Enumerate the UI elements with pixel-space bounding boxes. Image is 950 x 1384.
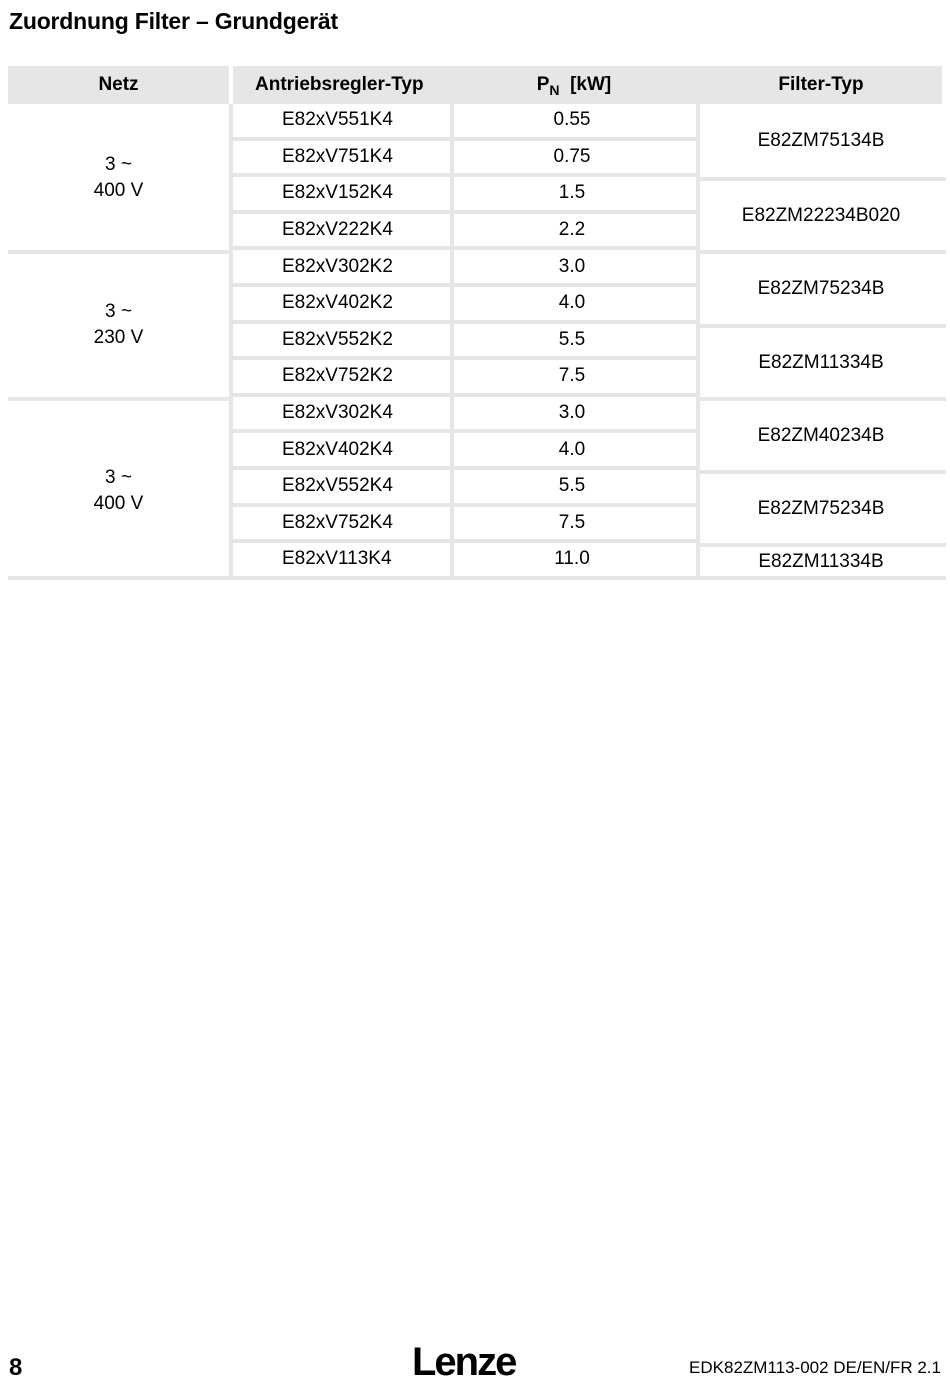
drive-type-cell (233, 287, 450, 320)
power-cell (454, 360, 690, 393)
filter-cell (700, 474, 942, 543)
filter-type: E82ZM75134B (757, 129, 885, 151)
power-cell (454, 104, 690, 137)
drive-type: E82xV113K4 (282, 548, 392, 570)
filter-cell (700, 547, 942, 576)
lenze-logo: Lenze (412, 1340, 516, 1384)
netz-phase: 3 ~ (105, 467, 132, 488)
drive-type-cell (233, 360, 450, 393)
power-value: 5.5 (558, 328, 586, 350)
filter-cell (700, 181, 942, 250)
document-code: EDK82ZM113-002 DE/EN/FR 2.1 (689, 1358, 941, 1377)
filter-type: E82ZM11334B (758, 550, 884, 572)
drive-type: E82xV302K2 (282, 255, 393, 277)
header-power (454, 66, 694, 104)
drive-type-cell (233, 141, 450, 174)
power-value: 0.75 (553, 145, 591, 167)
drive-type: E82xV551K4 (282, 109, 393, 131)
header-netz (8, 66, 229, 104)
drive-type-cell (233, 433, 450, 466)
power-value: 5.5 (558, 475, 586, 497)
drive-type-cell (233, 214, 450, 247)
drive-type: E82xV222K4 (282, 219, 393, 241)
power-cell (454, 397, 690, 430)
table-bottom-rule (8, 576, 946, 580)
drive-type-cell (233, 250, 450, 283)
drive-type: E82xV402K4 (282, 438, 393, 460)
drive-type-cell (233, 324, 450, 357)
power-value: 2.2 (558, 219, 586, 241)
netz-group (8, 297, 229, 353)
drive-type-cell (233, 543, 450, 576)
power-value: 3.0 (558, 255, 586, 277)
header-filter (700, 66, 942, 104)
filter-type: E82ZM11334B (758, 351, 884, 373)
page-title: Zuordnung Filter – Grundgerät (9, 8, 338, 34)
group-divider (8, 397, 229, 401)
power-value: 0.55 (553, 109, 591, 131)
power-cell (454, 214, 690, 247)
drive-type-cell (233, 397, 450, 430)
drive-type: E82xV552K2 (282, 328, 393, 350)
drive-type: E82xV152K4 (282, 182, 393, 204)
drive-type: E82xV552K4 (282, 475, 393, 497)
power-cell (454, 324, 690, 357)
header-antrieb-label: Antriebsregler-Typ (255, 74, 424, 95)
power-cell (454, 543, 690, 576)
drive-type-cell (233, 104, 450, 137)
power-value: 7.5 (558, 365, 586, 387)
power-value: 4.0 (558, 438, 586, 460)
power-value: 4.0 (558, 292, 586, 314)
filter-assignment-table (0, 0, 950, 600)
filter-cell (700, 104, 942, 177)
power-cell (454, 177, 690, 210)
drive-type: E82xV752K4 (282, 511, 393, 533)
power-cell (454, 141, 690, 174)
power-cell (454, 470, 690, 503)
drive-type-cell (233, 470, 450, 503)
drive-type: E82xV751K4 (282, 145, 393, 167)
power-cell (454, 250, 690, 283)
filter-type: E82ZM22234B020 (741, 204, 901, 226)
netz-voltage: 400 V (93, 493, 144, 514)
filter-type: E82ZM75234B (757, 278, 885, 299)
netz-voltage: 230 V (93, 327, 144, 348)
drive-type: E82xV302K4 (282, 402, 393, 424)
drive-type-cell (233, 177, 450, 210)
filter-type: E82ZM40234B (757, 424, 885, 446)
filter-cell (700, 328, 942, 397)
filter-type: E82ZM75234B (757, 497, 885, 519)
header-power-prefix: P (536, 74, 550, 95)
header-netz-label: Netz (98, 74, 139, 95)
netz-group (8, 150, 229, 206)
power-cell (454, 433, 690, 466)
netz-phase: 3 ~ (105, 154, 132, 175)
power-cell (454, 507, 690, 540)
power-value: 11.0 (554, 548, 590, 570)
header-filter-label: Filter-Typ (778, 74, 864, 95)
power-value: 3.0 (558, 402, 586, 424)
power-value: 7.5 (558, 511, 586, 533)
netz-phase: 3 ~ (105, 301, 132, 322)
netz-voltage: 400 V (93, 180, 144, 201)
power-value: 1.5 (558, 182, 586, 204)
power-cell (454, 287, 690, 320)
header-power-subscript: N (549, 82, 560, 98)
filter-cell (700, 401, 942, 470)
header-power-unit: [kW] (570, 74, 612, 95)
group-divider (8, 250, 229, 254)
drive-type-cell (233, 507, 450, 540)
drive-type: E82xV752K2 (282, 365, 393, 387)
netz-group (8, 463, 229, 519)
page-number: 8 (9, 1354, 23, 1381)
filter-cell (700, 254, 942, 324)
drive-type: E82xV402K2 (282, 292, 393, 314)
